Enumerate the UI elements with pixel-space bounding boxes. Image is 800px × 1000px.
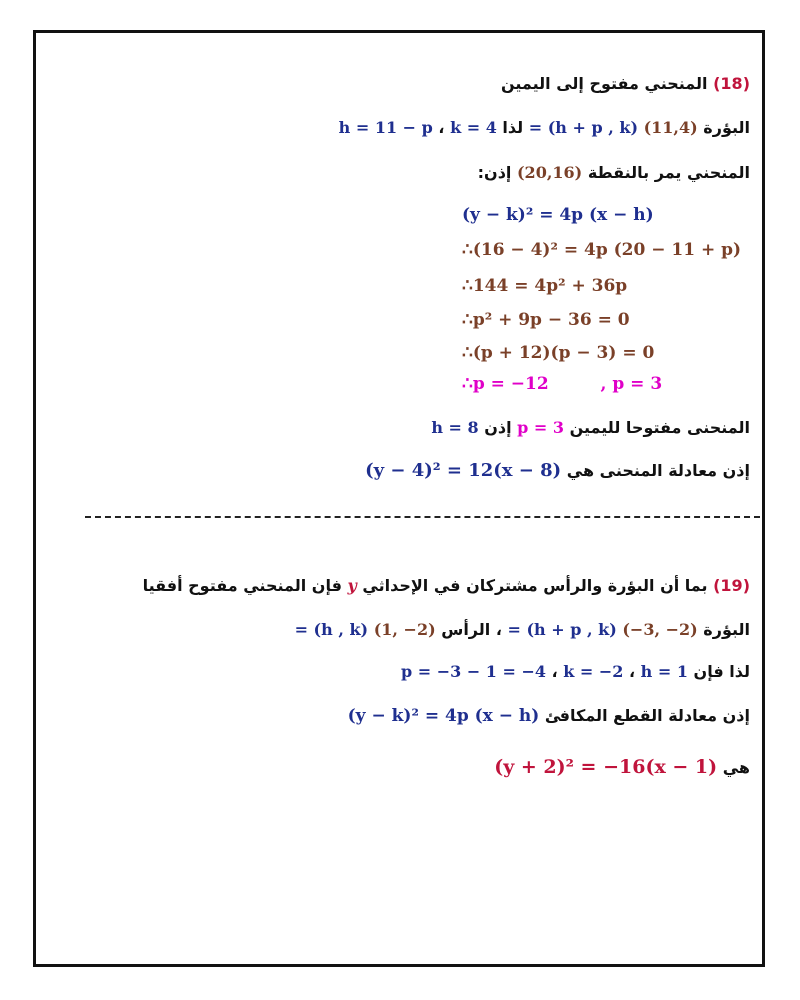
vertex-label: الرأس (441, 620, 491, 639)
root-2: , p = 3 (600, 374, 663, 394)
equation-text: إذن معادلة القطع المكافئ (544, 706, 750, 725)
focus-expression: = (h + p , k) (528, 118, 639, 137)
focus-value: (11,4) (643, 118, 698, 137)
h-equation: h = 1 (640, 662, 688, 681)
then-word: إذن (484, 418, 512, 437)
p-value: p = 3 (517, 418, 565, 437)
problem-19-title (143, 576, 750, 595)
k-equation: k = −2 (563, 662, 624, 681)
so-word: لذا (502, 118, 524, 137)
equation-2: ∴(16 − 4)² = 4p (20 − 11 + p) (462, 240, 742, 260)
then-word: إذن: (477, 163, 512, 182)
focus-label: البؤرة (703, 118, 750, 137)
point-text: المنحني يمر بالنقطة (587, 163, 750, 182)
h-equation: h = 11 − p (338, 118, 433, 137)
result-text: إذن معادلة المنحنى هي (566, 461, 750, 480)
equation-3: ∴144 = 4p² + 36p (462, 276, 628, 296)
p-equation: p = −3 − 1 = −4 (400, 662, 547, 681)
final-equation: (y + 2)² = −16(x − 1) (494, 756, 718, 778)
title-end: فإن المنحني مفتوح أفقيا (142, 576, 342, 595)
problem-18-title (501, 74, 750, 93)
problem-18-open-right (431, 418, 750, 437)
focus-value: (−3, −2) (622, 620, 698, 639)
focus-label: البؤرة (703, 620, 750, 639)
equation-6 (462, 374, 662, 394)
is-word: هي (722, 758, 750, 777)
h-value: h = 8 (431, 418, 479, 437)
comma: ، (438, 118, 445, 137)
point-value: (20,16) (516, 163, 583, 182)
result-equation: (y − 4)² = 12(x − 8) (365, 460, 562, 481)
comma: ، (551, 662, 558, 681)
focus-expression: = (h + p , k) (507, 620, 617, 639)
equation-5: ∴(p + 12)(p − 3) = 0 (462, 343, 655, 363)
equation-1: (y − k)² = 4p (x − h) (462, 205, 654, 225)
k-equation: k = 4 (450, 118, 497, 137)
variable-y: y (347, 576, 357, 595)
problem-18-result (365, 460, 750, 481)
problem-19-final (494, 756, 750, 778)
root-1: ∴p = −12 (462, 374, 549, 394)
comma: ، (495, 620, 502, 639)
so-word: لذا فإن (693, 662, 750, 681)
problem-number: (19) (713, 576, 750, 595)
equation-4: ∴p² + 9p − 36 = 0 (462, 310, 630, 330)
title-text: بما أن البؤرة والرأس مشتركان في الإحداثي (362, 576, 708, 595)
section-separator (85, 516, 760, 518)
problem-18-point (478, 163, 750, 182)
problem-18-focus (339, 118, 750, 137)
vertex-value: (1, −2) (373, 620, 436, 639)
general-equation: (y − k)² = 4p (x − h) (347, 706, 540, 726)
problem-19-focus-vertex (295, 620, 750, 639)
open-right-text: المنحنى مفتوحا لليمين (569, 418, 750, 437)
vertex-expression: = (h , k) (294, 620, 369, 639)
title-text: المنحني مفتوح إلى اليمين (500, 74, 708, 93)
problem-19-general (348, 706, 750, 726)
problem-19-values (401, 662, 750, 681)
problem-number: (18) (713, 74, 750, 93)
comma: ، (629, 662, 636, 681)
